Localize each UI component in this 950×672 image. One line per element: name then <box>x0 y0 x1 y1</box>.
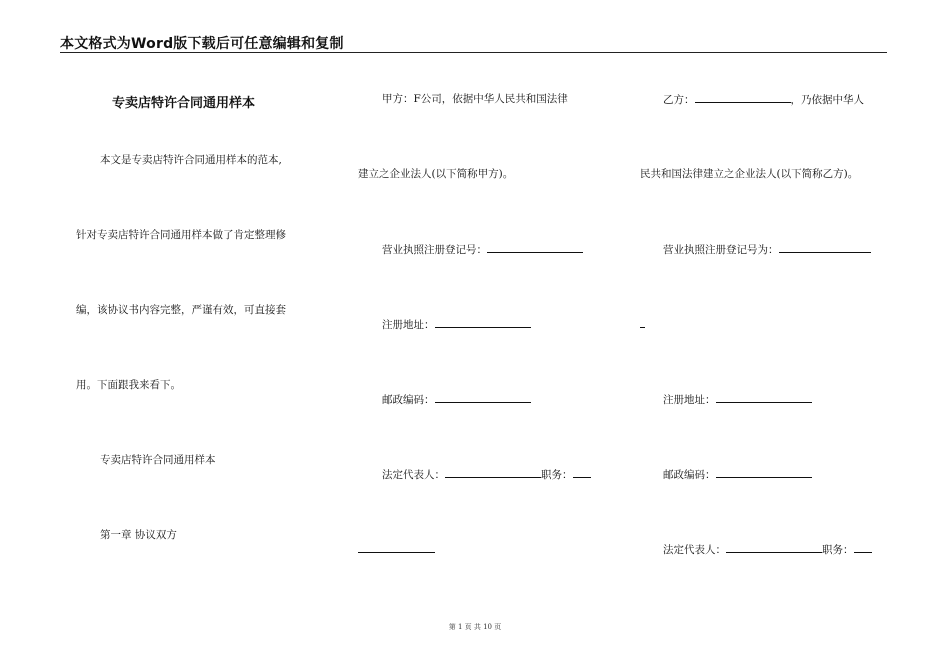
party-a-position-label: 职务： <box>541 469 573 481</box>
party-b-name-blank <box>695 92 791 103</box>
party-b-license-continuation-blank <box>640 317 645 328</box>
intro-paragraph-line-3: 编，该协议书内容完整，严谨有效，可直接套 <box>76 304 286 316</box>
party-b-postcode-label: 邮政编码： <box>663 469 716 481</box>
party-a-license-blank <box>487 242 583 253</box>
party-a-continuation-blank <box>358 542 435 553</box>
contract-subtitle: 专卖店特许合同通用样本 <box>100 454 216 466</box>
party-b-suffix: ，乃依据中华人 <box>790 94 864 106</box>
party-a-legal-rep-row <box>382 467 591 482</box>
party-b-legal-rep-label: 法定代表人： <box>663 544 726 556</box>
party-b-postcode-blank <box>716 467 812 478</box>
party-b-line-2: 民共和国法律建立之企业法人(以下简称乙方)。 <box>640 168 859 180</box>
party-b-address-row <box>663 392 812 407</box>
party-a-legal-rep-blank <box>445 467 541 478</box>
party-a-line-1: 甲方：F公司，依据中华人民共和国法律 <box>382 93 568 105</box>
header-divider <box>60 52 887 53</box>
party-b-license-continuation-row <box>640 317 645 332</box>
party-b-postcode-row <box>663 467 812 482</box>
party-a-position-blank <box>573 467 591 478</box>
party-a-legal-rep-label: 法定代表人： <box>382 469 445 481</box>
document-title: 专卖店特许合同通用样本 <box>112 96 256 111</box>
party-a-address-blank <box>435 317 531 328</box>
party-b-license-row <box>663 242 871 257</box>
party-a-postcode-blank <box>435 392 531 403</box>
party-a-license-label: 营业执照注册登记号： <box>382 244 487 256</box>
party-b-license-blank <box>779 242 871 253</box>
intro-paragraph-line-1: 本文是专卖店特许合同通用样本的范本, <box>100 154 282 166</box>
party-b-line-1 <box>663 92 864 107</box>
page-number-footer: 第 1 页 共 10 页 <box>448 623 502 631</box>
party-a-line-2: 建立之企业法人(以下简称甲方)。 <box>358 168 514 180</box>
party-b-license-label: 营业执照注册登记号为： <box>663 244 779 256</box>
chapter-heading: 第一章 协议双方 <box>100 529 177 541</box>
party-a-postcode-row <box>382 392 531 407</box>
party-b-address-label: 注册地址： <box>663 394 716 406</box>
party-b-legal-rep-blank <box>726 542 822 553</box>
party-a-address-label: 注册地址： <box>382 319 435 331</box>
party-b-position-blank <box>854 542 872 553</box>
intro-paragraph-line-2: 针对专卖店特许合同通用样本做了肯定整理修 <box>76 229 286 241</box>
intro-paragraph-line-4: 用。下面跟我来看下。 <box>76 379 181 391</box>
party-a-postcode-label: 邮政编码： <box>382 394 435 406</box>
party-a-continuation-row <box>358 542 435 557</box>
party-a-license-row <box>382 242 583 257</box>
party-b-position-label: 职务： <box>822 544 854 556</box>
party-b-address-blank <box>716 392 812 403</box>
party-a-address-row <box>382 317 531 332</box>
party-b-label: 乙方： <box>663 94 695 106</box>
header-title: 本文格式为Word版下载后可任意编辑和复制 <box>60 36 344 52</box>
party-b-legal-rep-row <box>663 542 872 557</box>
